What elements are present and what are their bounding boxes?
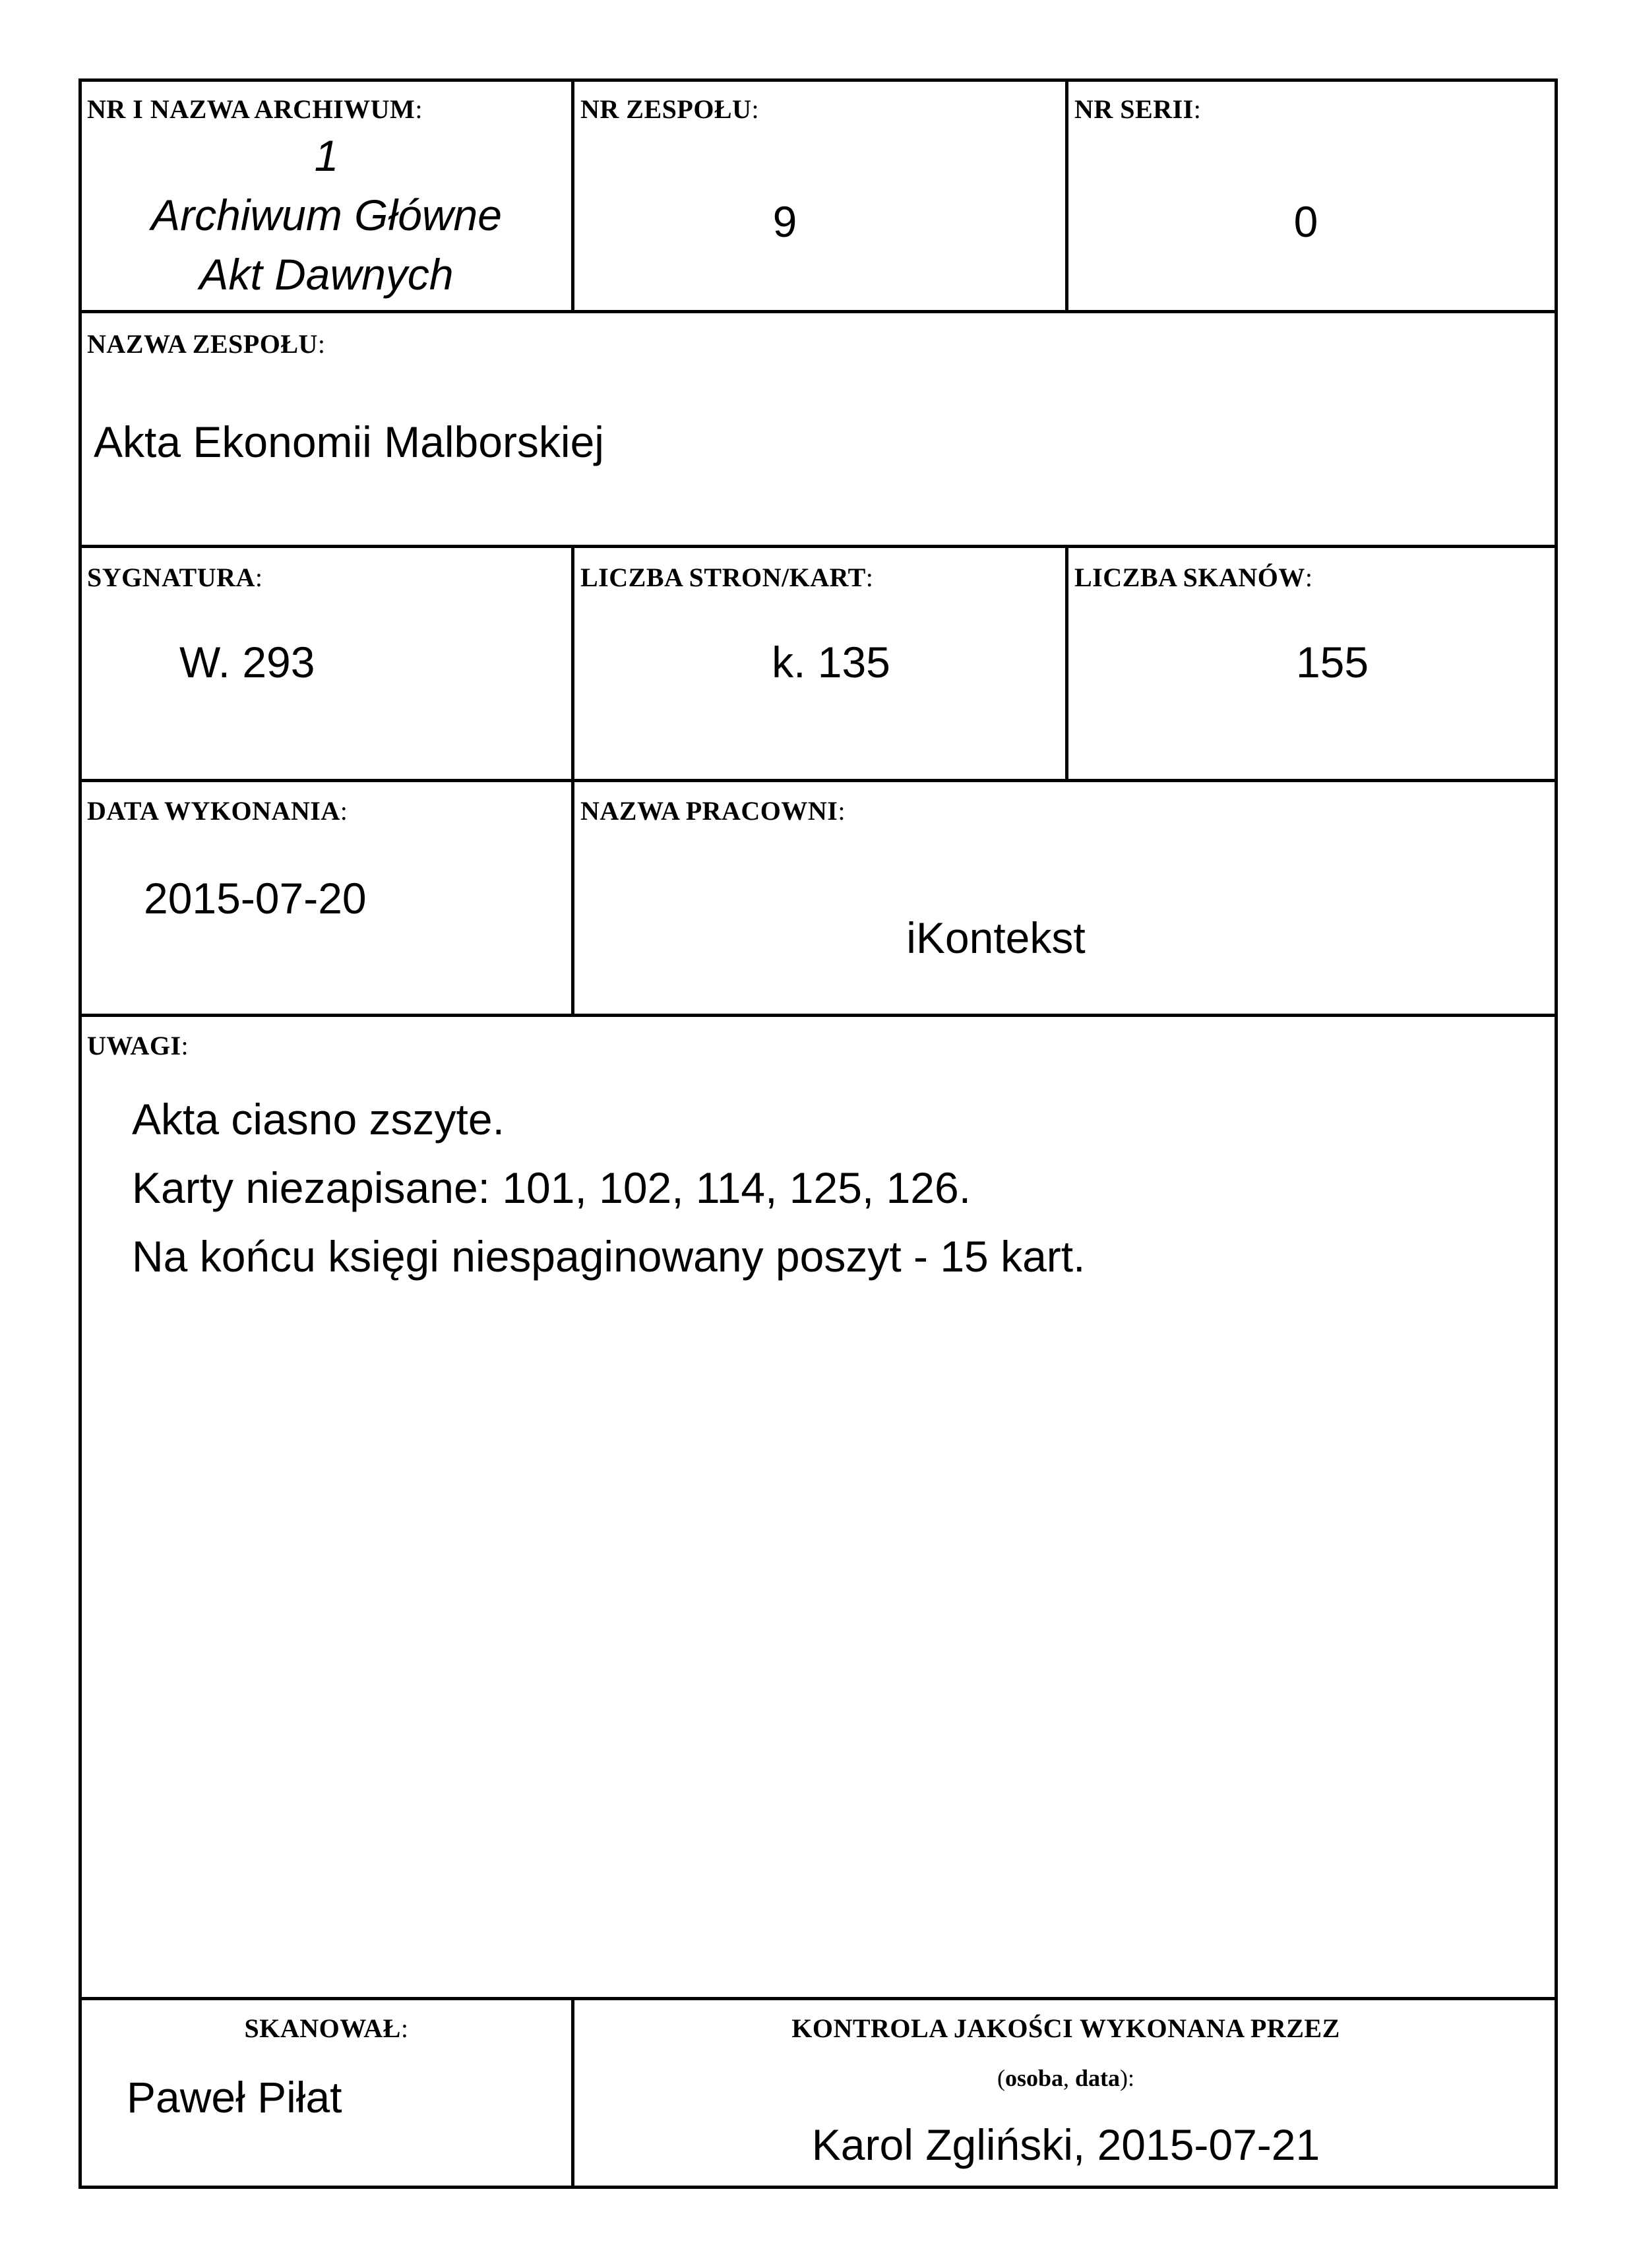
quality-control-sublabel: (osoba, data):: [997, 2065, 1135, 2091]
row-divider-1: [78, 310, 1558, 313]
remarks-line: Na końcu księgi niespaginowany poszyt - 15 kart.: [132, 1232, 1086, 1281]
remarks-line: Akta ciasno zszyte.: [132, 1095, 505, 1144]
scan-count-label: LICZBA SKANÓW:: [1074, 563, 1313, 592]
row-divider-2: [78, 545, 1558, 548]
remarks-line: Karty niezapisane: 101, 102, 114, 125, 126.: [132, 1163, 972, 1212]
page-count-value: k. 135: [772, 638, 890, 687]
row-divider-3: [78, 779, 1558, 782]
archive-number: 1: [314, 131, 339, 180]
fonds-name-value: Akta Ekonomii Malborskiej: [94, 417, 604, 466]
workshop-value: iKontekst: [906, 913, 1086, 962]
col-divider-r3-a: [571, 545, 574, 782]
scanned-by-value: Paweł Piłat: [127, 2073, 342, 2122]
row-divider-5: [78, 1997, 1558, 2000]
workshop-label: NAZWA PRACOWNI:: [580, 796, 846, 826]
archive-label: NR I NAZWA ARCHIWUM:: [87, 94, 423, 124]
page-count-label: LICZBA STRON/KART:: [580, 563, 874, 592]
col-divider-r3-b: [1065, 545, 1068, 782]
scan-count-value: 155: [1295, 638, 1369, 687]
col-divider-r1-a: [571, 78, 574, 313]
quality-control-value: Karol Zgliński, 2015-07-21: [811, 2120, 1320, 2169]
fonds-number-value: 9: [772, 197, 797, 246]
col-divider-r1-b: [1065, 78, 1068, 313]
series-number-value: 0: [1293, 197, 1318, 246]
fonds-name-label: NAZWA ZESPOŁU:: [87, 329, 326, 359]
scanned-by-label: SKANOWAŁ:: [244, 2013, 409, 2043]
signature-value: W. 293: [179, 638, 315, 687]
series-number-label: NR SERII:: [1074, 94, 1202, 124]
row-divider-4: [78, 1014, 1558, 1017]
date-done-label: DATA WYKONANIA:: [87, 796, 348, 826]
archive-name-line2: Akt Dawnych: [199, 250, 454, 299]
remarks-label: UWAGI:: [87, 1031, 189, 1060]
quality-control-label: KONTROLA JAKOŚCI WYKONANA PRZEZ: [791, 2013, 1340, 2043]
archive-name-line1: Archiwum Główne: [151, 191, 502, 239]
date-done-value: 2015-07-20: [144, 874, 367, 923]
signature-label: SYGNATURA:: [87, 563, 263, 592]
fonds-number-label: NR ZESPOŁU:: [580, 94, 760, 124]
col-divider-r4: [571, 779, 574, 1016]
remarks-text: [132, 1085, 1085, 1291]
col-divider-r6: [571, 1997, 574, 2189]
